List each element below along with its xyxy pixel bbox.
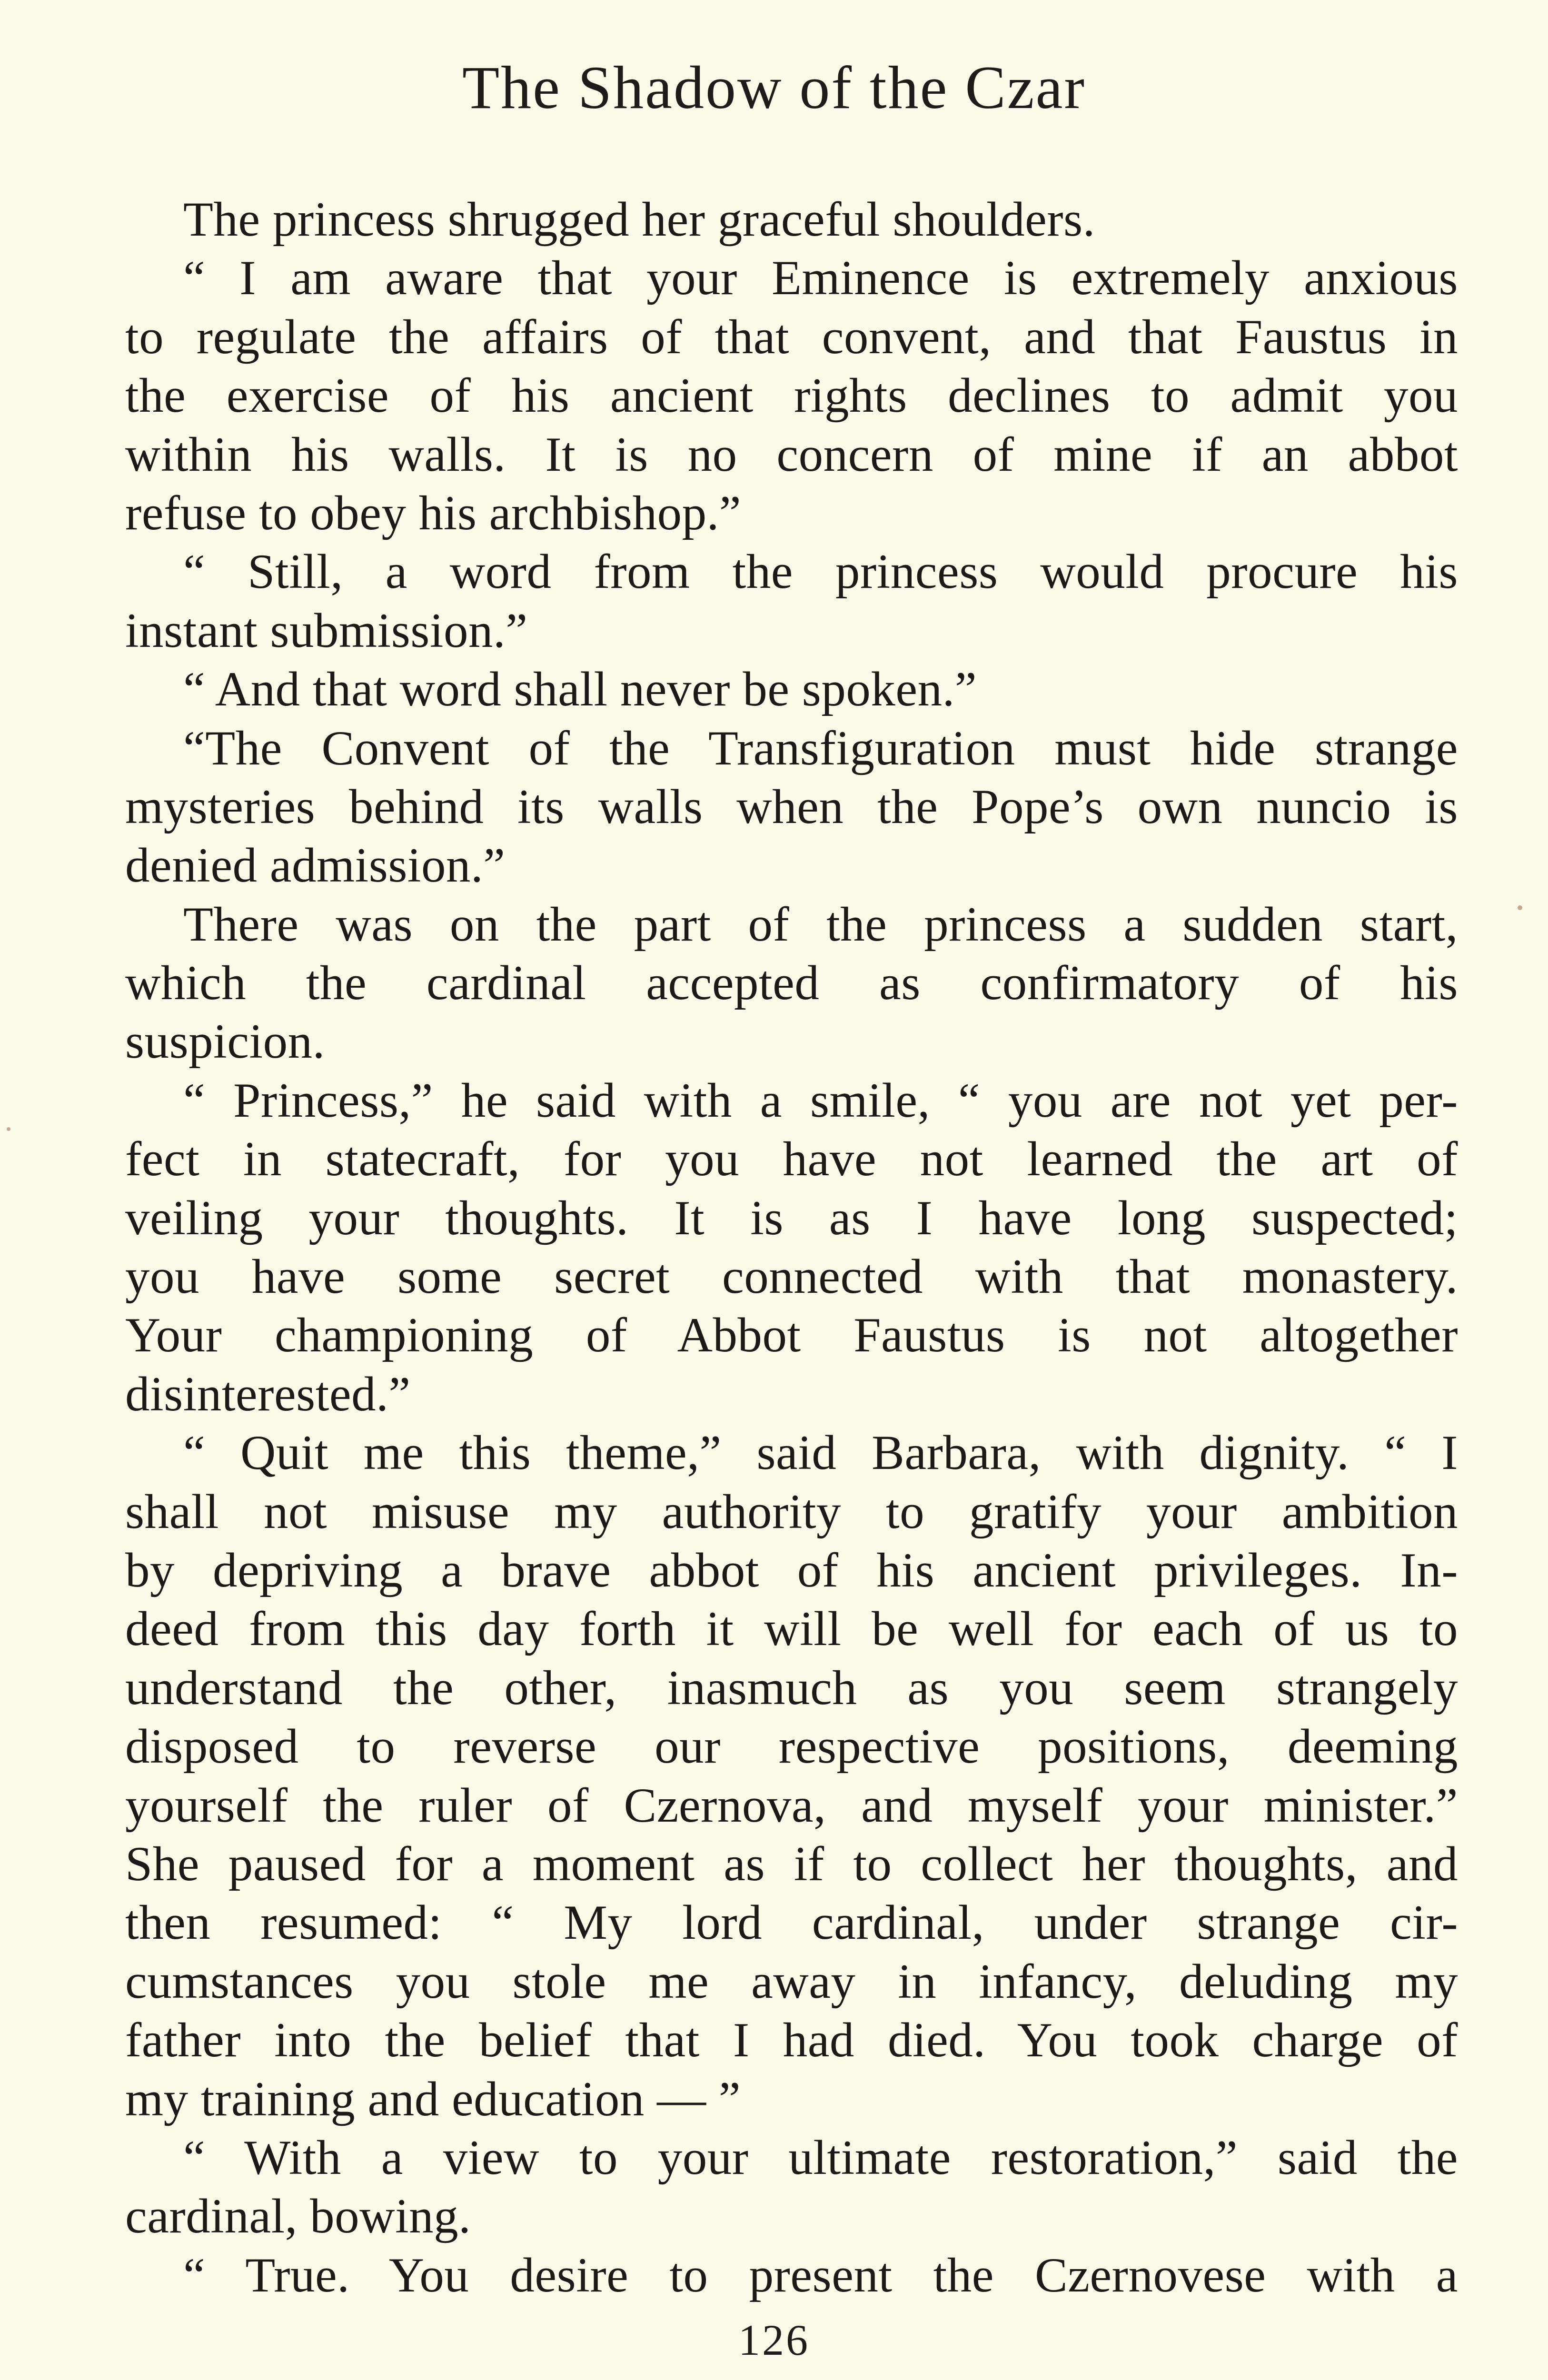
text-line: suspicion. (125, 1014, 325, 1069)
text-line: “ True. You desire to present the Czernovese with a (183, 2248, 1458, 2302)
text-line: you have some secret connected with that monastery. (125, 1250, 1458, 1304)
text-line: cumstances you stole me away in infancy, deluding my (125, 1954, 1458, 2009)
text-line: veiling your thoughts. It is as I have long suspected; (125, 1190, 1458, 1245)
text-line: refuse to obey his archbishop.” (125, 486, 742, 540)
text-line: the exercise of his ancient rights declines to admit you (125, 368, 1458, 423)
text-line: disposed to reverse our respective positions, deeming (125, 1719, 1458, 1774)
text-line: shall not misuse my authority to gratify your ambition (125, 1484, 1458, 1539)
text-line: She paused for a moment as if to collect her thoughts, and (125, 1836, 1458, 1891)
text-line: within his walls. It is no concern of mine if an abbot (125, 427, 1458, 482)
text-line: “ And that word shall never be spoken.” (183, 662, 977, 717)
text-line: denied admission.” (125, 838, 506, 893)
text-line: “ Quit me this theme,” said Barbara, with dignity. “ I (183, 1426, 1458, 1480)
ink-speck (1518, 905, 1522, 910)
text-line: “ I am aware that your Eminence is extremely anxious (183, 251, 1458, 306)
text-line: cardinal, bowing. (125, 2189, 471, 2244)
text-line: to regulate the affairs of that convent, and that Faustus in (125, 309, 1458, 364)
page-number: 126 (738, 2316, 810, 2364)
text-line: There was on the part of the princess a sudden start, (183, 897, 1458, 952)
running-head: The Shadow of the Czar (462, 54, 1086, 121)
text-line: my training and education — ” (125, 2072, 741, 2126)
ink-speck (7, 1127, 10, 1131)
text-line: deed from this day forth it will be well for each of us to (125, 1602, 1458, 1656)
text-line: understand the other, inasmuch as you seem strangely (125, 1660, 1458, 1715)
text-line: The princess shrugged her graceful shoulders. (183, 192, 1095, 247)
text-line: then resumed: “ My lord cardinal, under strange cir- (125, 1895, 1458, 1950)
text-line: fect in statecraft, for you have not learned the art of (125, 1132, 1458, 1187)
text-line: “ With a view to your ultimate restoration,” said the (183, 2130, 1458, 2185)
text-line: by depriving a brave abbot of his ancient privileges. In- (125, 1543, 1458, 1597)
text-line: father into the belief that I had died. You took charge of (125, 2013, 1458, 2068)
text-line: yourself the ruler of Czernova, and myself your minister.” (125, 1778, 1458, 1833)
text-line: “ Still, a word from the princess would procure his (183, 545, 1458, 599)
text-line: “ Princess,” he said with a smile, “ you are not yet per- (183, 1073, 1458, 1128)
text-line: Your championing of Abbot Faustus is not altogether (125, 1308, 1458, 1363)
text-line: instant submission.” (125, 603, 528, 658)
text-line: disinterested.” (125, 1367, 411, 1421)
text-line: which the cardinal accepted as confirmatory of his (125, 956, 1458, 1011)
text-line: “The Convent of the Transfiguration must hide strange (183, 721, 1458, 775)
text-line: mysteries behind its walls when the Pope’s own nuncio is (125, 779, 1458, 834)
body-text (125, 190, 1458, 2305)
